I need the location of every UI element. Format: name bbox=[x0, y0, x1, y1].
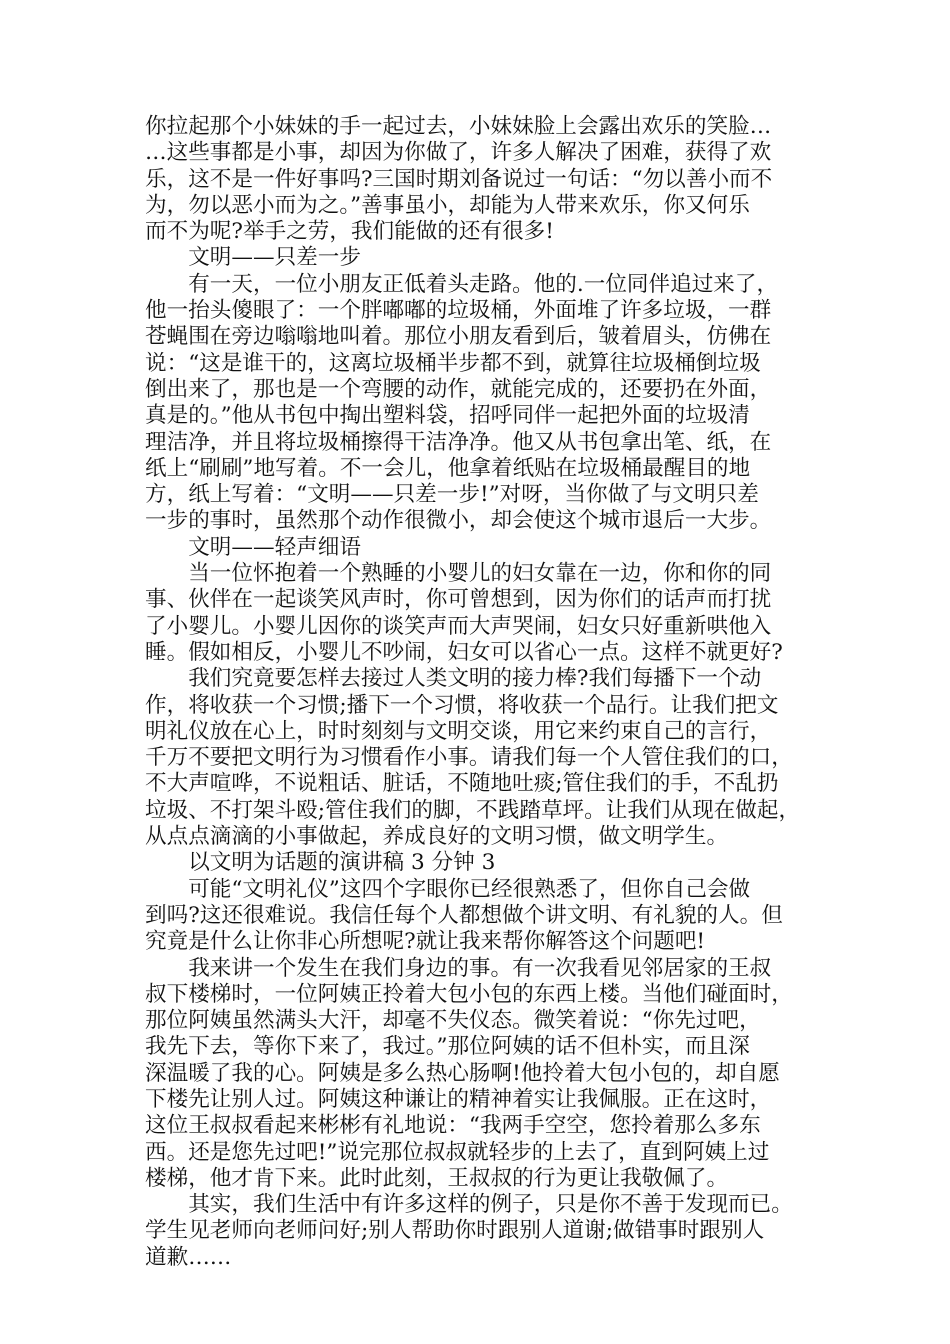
text-line: 从点点滴滴的小事做起，养成良好的文明习惯，做文明学生。 bbox=[145, 824, 729, 850]
text-line: 楼梯，他才肯下来。此时此刻，王叔叔的行为更让我敬佩了。 bbox=[145, 1165, 729, 1191]
text-line: 倒出来了，那也是一个弯腰的动作，就能完成的，还要扔在外面， bbox=[145, 376, 772, 402]
text-line: 了小婴儿。小婴儿因你的谈笑声而大声哭闹，妇女只好重新哄他入 bbox=[145, 613, 772, 639]
text-line: 其实，我们生活中有许多这样的例子，只是你不善于发现而已。 bbox=[145, 1192, 793, 1218]
text-line: 方，纸上写着：“文明——只差一步!”对呀，当你做了与文明只差 bbox=[145, 482, 759, 508]
text-line: …这些事都是小事，却因为你做了，许多人解决了困难，获得了欢 bbox=[145, 140, 772, 166]
document-body bbox=[145, 114, 817, 1271]
text-line: 我先下去，等你下来了，我过。”那位阿姨的话不但朴实，而且深 bbox=[145, 1034, 750, 1060]
text-line: 西。还是您先过吧!”说完那位叔叔就轻步的上去了，直到阿姨上过 bbox=[145, 1139, 770, 1165]
text-line: 为，勿以恶小而为之。”善事虽小，却能为人带来欢乐，你又何乐 bbox=[145, 192, 750, 218]
text-line: 说：“这是谁干的，这离垃圾桶半步都不到，就算往垃圾桶倒垃圾 bbox=[145, 350, 761, 376]
text-line: 千万不要把文明行为习惯看作小事。请我们每一个人管住我们的口， bbox=[145, 745, 793, 771]
text-line: 道歉…… bbox=[145, 1244, 232, 1270]
text-line: 究竟是什么让你非心所想呢?就让我来帮你解答这个问题吧! bbox=[145, 929, 706, 955]
text-line: 你拉起那个小妹妹的手一起过去，小妹妹脸上会露出欢乐的笑脸… bbox=[145, 114, 772, 139]
text-line: 苍蝇围在旁边嗡嗡地叫着。那位小朋友看到后，皱着眉头，仿佛在 bbox=[145, 324, 772, 350]
text-line: 叔下楼梯时，一位阿姨正拎着大包小包的东西上楼。当他们碰面时， bbox=[145, 981, 793, 1007]
text-line: 真是的。”他从书包中掏出塑料袋，招呼同伴一起把外面的垃圾清 bbox=[145, 403, 750, 429]
text-line: 他一抬头傻眼了：一个胖嘟嘟的垃圾桶，外面堆了许多垃圾，一群 bbox=[145, 298, 772, 324]
text-line: 事、伙伴在一起谈笑风声时，你可曾想到，因为你们的话声而打扰 bbox=[145, 587, 772, 613]
text-line: 我来讲一个发生在我们身边的事。有一次我看见邻居家的王叔 bbox=[145, 955, 772, 981]
text-line: 而不为呢?举手之劳，我们能做的还有很多! bbox=[145, 219, 554, 245]
text-line: 这位王叔叔看起来彬彬有礼地说：“我两手空空，您拎着那么多东 bbox=[145, 1113, 761, 1139]
text-line: 下楼先让别人过。阿姨这种谦让的精神着实让我佩服。正在这时， bbox=[145, 1086, 772, 1112]
text-line: 乐，这不是一件好事吗?三国时期刘备说过一句话：“勿以善小而不 bbox=[145, 166, 773, 192]
text-line: 那位阿姨虽然满头大汗，却毫不失仪态。微笑着说：“你先过吧， bbox=[145, 1008, 761, 1034]
text-line: 垃圾、不打架斗殴;管住我们的脚，不践踏草坪。让我们从现在做起， bbox=[145, 797, 801, 823]
text-line: 一步的事时，虽然那个动作很微小，却会使这个城市退后一大步。 bbox=[145, 508, 772, 534]
text-line: 理洁净，并且将垃圾桶擦得干洁净净。他又从书包拿出笔、纸，在 bbox=[145, 429, 772, 455]
text-line: 深温暖了我的心。阿姨是多么热心肠啊!他拎着大包小包的，却自愿 bbox=[145, 1060, 780, 1086]
text-line: 有一天，一位小朋友正低着头走路。他的.一位同伴追过来了， bbox=[145, 271, 779, 297]
text-line: 睡。假如相反，小婴儿不吵闹，妇女可以省心一点。这样不就更好? bbox=[145, 639, 783, 665]
text-line: 以文明为话题的演讲稿 3 分钟 3 bbox=[145, 850, 496, 876]
text-line: 不大声喧哗，不说粗话、脏话，不随地吐痰;管住我们的手，不乱扔 bbox=[145, 771, 779, 797]
text-line: 明礼仪放在心上，时时刻刻与文明交谈，用它来约束自己的言行， bbox=[145, 718, 772, 744]
text-line: 当一位怀抱着一个熟睡的小婴儿的妇女靠在一边，你和你的同 bbox=[145, 561, 772, 587]
text-line: 我们究竟要怎样去接过人类文明的接力棒?我们每播下一个动 bbox=[145, 666, 762, 692]
text-line: 学生见老师向老师问好;别人帮助你时跟别人道谢;做错事时跟别人 bbox=[145, 1218, 765, 1244]
text-line: 可能“文明礼仪”这四个字眼你已经很熟悉了，但你自己会做 bbox=[145, 876, 751, 902]
text-line: 文明——只差一步 bbox=[145, 245, 361, 271]
text-line: 文明——轻声细语 bbox=[145, 534, 361, 560]
text-line: 作，将收获一个习惯;播下一个习惯，将收获一个品行。让我们把文 bbox=[145, 692, 779, 718]
text-line: 到吗?这还很难说。我信任每个人都想做个讲文明、有礼貌的人。但 bbox=[145, 902, 783, 928]
text-line: 纸上“刷刷”地写着。不一会儿，他拿着纸贴在垃圾桶最醒目的地 bbox=[145, 455, 751, 481]
